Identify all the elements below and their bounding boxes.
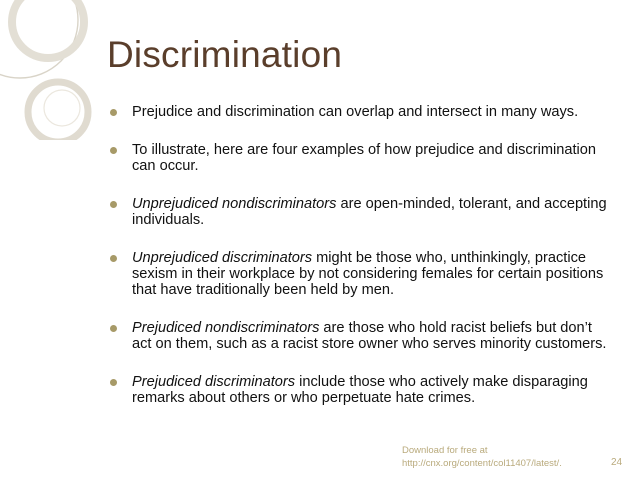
bullet-dot-icon — [110, 201, 117, 208]
download-note-url[interactable]: http://cnx.org/content/col11407/latest/. — [402, 458, 562, 469]
bullet-item — [108, 196, 608, 228]
bullet-text: include those who actively make disparaging remarks about others or who perpetuate hate crimes. — [132, 374, 588, 406]
bullet-dot-icon — [110, 325, 117, 332]
deco-circle-medium — [12, 0, 84, 58]
slide-title: Discrimination — [107, 34, 343, 75]
bullet-text: might be those who, unthinkingly, practice sexism in their workplace by not considering females for certain positions that have traditionally been held by men. — [132, 250, 604, 298]
bullet-item — [108, 374, 608, 406]
bullet-dot-icon — [110, 379, 117, 386]
bullet-emphasis: Unprejudiced discriminators — [132, 250, 313, 266]
download-note-line1: Download for free at — [402, 445, 488, 456]
download-note — [402, 444, 602, 470]
bullet-item — [108, 142, 608, 174]
bullet-list — [108, 104, 608, 428]
bullet-emphasis: Prejudiced discriminators — [132, 374, 296, 390]
bullet-item — [108, 104, 608, 120]
bullet-text: Prejudice and discrimination can overlap and intersect in many ways. — [132, 104, 579, 120]
bullet-emphasis: Unprejudiced nondiscriminators — [132, 196, 337, 212]
page-number: 24 — [611, 457, 623, 468]
decorative-circles — [0, 0, 120, 140]
bullet-dot-icon — [110, 147, 117, 154]
bullet-text: are open-minded, tolerant, and accepting individuals. — [132, 196, 607, 228]
bullet-text: To illustrate, here are four examples of how prejudice and discrimination can occur. — [132, 142, 596, 174]
bullet-item — [108, 250, 608, 298]
bullet-emphasis: Prejudiced nondiscriminators — [132, 320, 320, 336]
bullet-dot-icon — [110, 255, 117, 262]
deco-circle-inner — [44, 90, 80, 126]
bullet-text: are those who hold racist beliefs but don’t act on them, such as a racist store owner who serves minority customers. — [132, 320, 607, 352]
bullet-item — [108, 320, 608, 352]
bullet-dot-icon — [110, 109, 117, 116]
